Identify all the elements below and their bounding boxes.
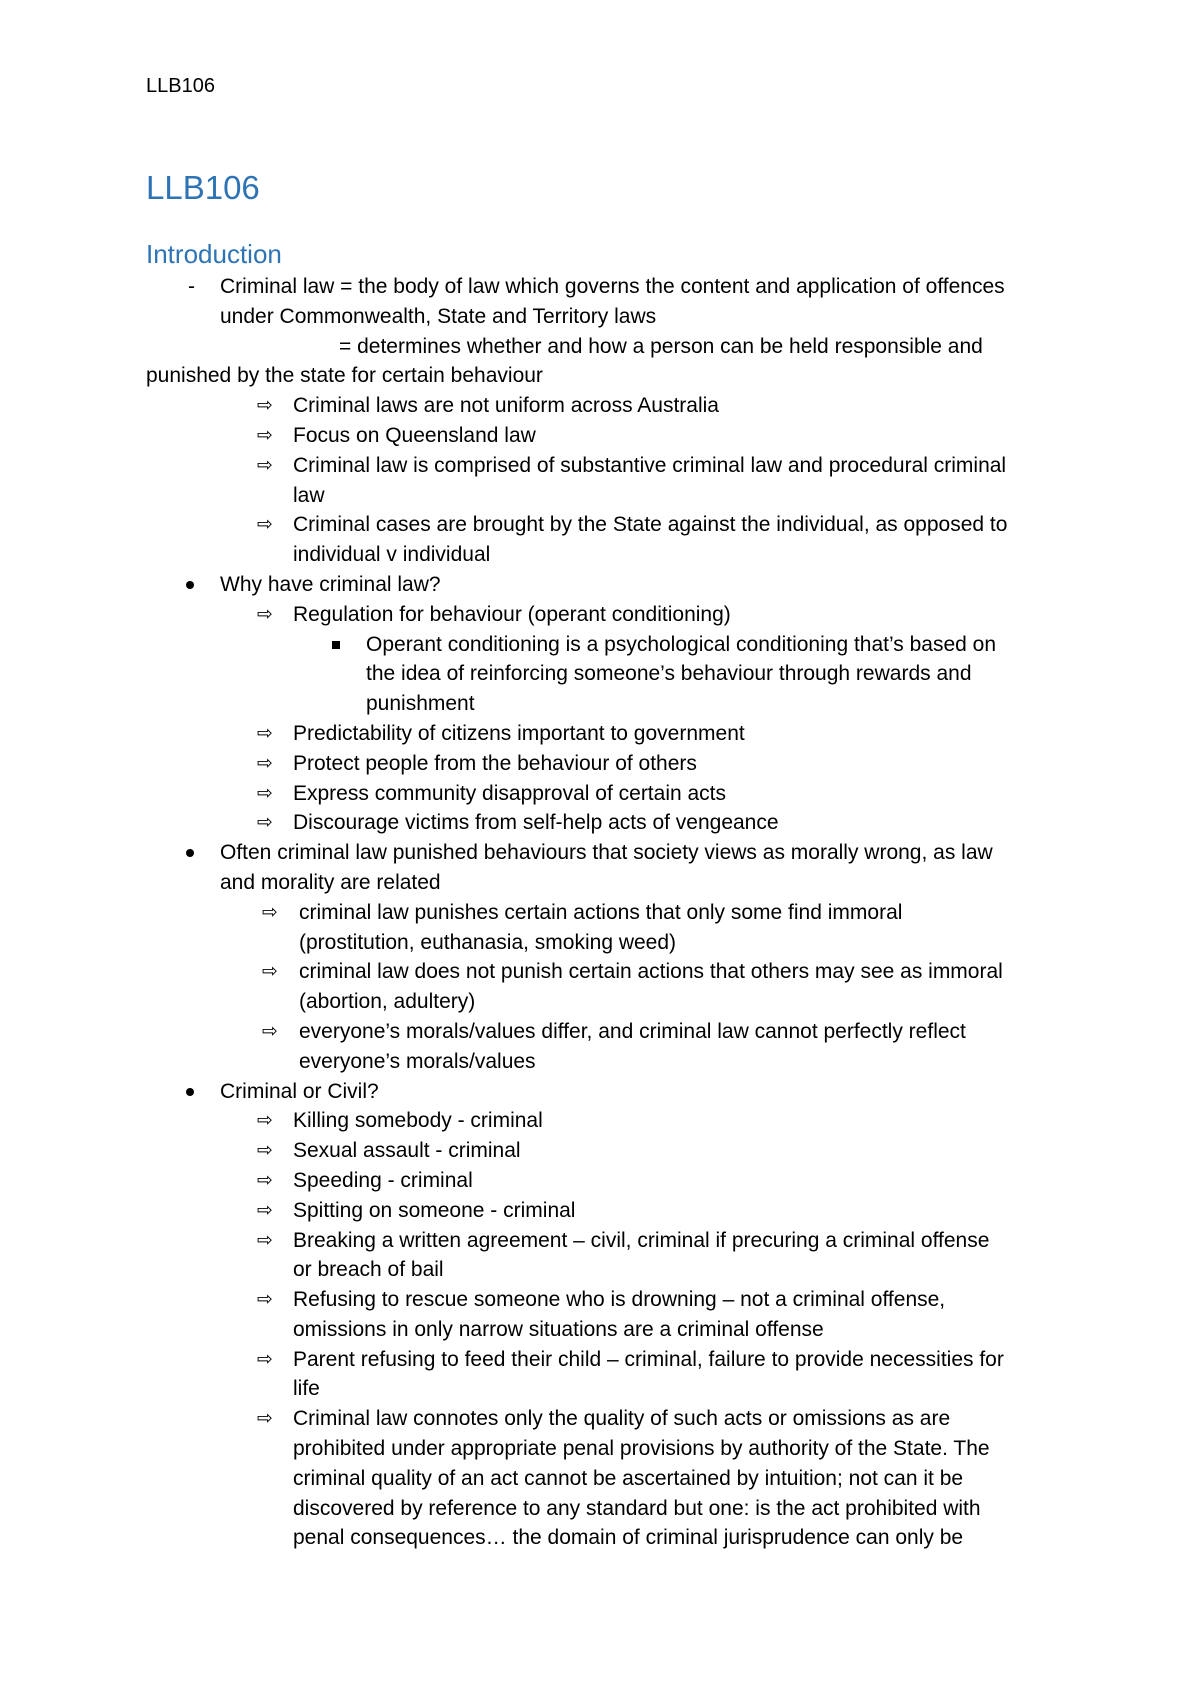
line-text: Criminal law = the body of law which governs the content and application of offences [220,275,1005,298]
document-title: LLB106 [146,169,260,206]
list-line [0,272,1200,302]
section-heading-introduction: Introduction [146,239,282,269]
arrow-bullet-icon: ⇨ [257,1289,273,1311]
line-text: (abortion, adultery) [299,990,476,1014]
line-text: the idea of reinforcing someone’s behaviour through rewards and [366,662,972,686]
arrow-bullet-icon: ⇨ [257,722,273,744]
list-line [0,1434,1200,1464]
arrow-bullet-icon: ⇨ [257,782,273,804]
arrow-bullet-icon: ⇨ [257,1229,273,1251]
list-line [0,1166,1200,1196]
line-text: Often criminal law punished behaviours that society views as morally wrong, as law [220,841,993,865]
arrow-bullet-icon: ⇨ [257,1199,273,1221]
arrow-bullet-icon: ⇨ [257,1169,273,1191]
line-text: Regulation for behaviour (operant conditioning) [293,602,731,626]
line-text: everyone’s morals/values [299,1049,536,1073]
list-line [0,1404,1200,1434]
line-text: Predictability of citizens important to government [293,721,745,745]
line-text: Discourage victims from self-help acts of vengeance [293,811,779,835]
line-text: Criminal cases are brought by the State against the individual, as opposed to [293,513,1008,537]
arrow-bullet-icon: ⇨ [257,812,273,834]
list-line [0,481,1200,511]
line-text: Refusing to rescue someone who is drowning – not a criminal offense, [293,1288,946,1312]
list-line [0,1136,1200,1166]
arrow-bullet-icon: ⇨ [257,752,273,774]
list-line [0,779,1200,809]
list-line [0,1315,1200,1345]
line-text: Criminal law connotes only the quality of such acts or omissions as are [293,1407,951,1431]
list-line [0,868,1200,898]
list-line [0,898,1200,928]
list-line [0,1047,1200,1077]
line-text: (prostitution, euthanasia, smoking weed) [299,930,677,954]
line-text: Protect people from the behaviour of others [293,751,697,775]
list-line [0,749,1200,779]
line-text: and morality are related [220,870,441,894]
list-line [0,1196,1200,1226]
line-text: Speeding - criminal [293,1168,473,1192]
line-text: Focus on Queensland law [293,423,536,447]
line-text: Breaking a written agreement – civil, criminal if precuring a criminal offense [293,1228,990,1252]
list-line [0,510,1200,540]
line-text: punishment [366,692,475,716]
arrow-bullet-icon: ⇨ [257,603,273,625]
round-bullet-icon [186,1088,194,1096]
list-line [0,1255,1200,1285]
list-line [0,540,1200,570]
line-text: individual v individual [293,543,491,567]
list-line [0,957,1200,987]
list-line [0,630,1200,660]
line-text: everyone’s morals/values differ, and criminal law cannot perfectly reflect [299,1019,966,1043]
line-text: Spitting on someone - criminal [293,1198,576,1222]
arrow-bullet-icon: ⇨ [262,961,278,983]
list-line [0,1077,1200,1107]
arrow-bullet-icon: ⇨ [257,395,273,417]
document-body [0,272,1200,1553]
line-text: Criminal laws are not uniform across Australia [293,394,719,418]
list-line [0,1017,1200,1047]
arrow-bullet-icon: ⇨ [257,514,273,536]
line-text: penal consequences… the domain of criminal jurisprudence can only be [293,1526,964,1550]
line-text: Sexual assault - criminal [293,1139,521,1163]
list-line [0,332,1200,362]
line-text: Operant conditioning is a psychological conditioning that’s based on [366,632,997,656]
arrow-bullet-icon: ⇨ [262,901,278,923]
square-bullet-icon [332,641,340,649]
line-text: punished by the state for certain behaviour [146,364,543,388]
line-text: Criminal or Civil? [220,1079,379,1103]
list-line [0,987,1200,1017]
list-line [0,1374,1200,1404]
line-text: = determines whether and how a person can be held responsible and [339,334,983,358]
round-bullet-icon [186,581,194,589]
list-line [0,361,1200,391]
line-text: criminal law punishes certain actions that only some find immoral [299,900,903,924]
arrow-bullet-icon: ⇨ [257,1348,273,1370]
arrow-bullet-icon: ⇨ [257,424,273,446]
list-line [0,928,1200,958]
arrow-bullet-icon: ⇨ [257,1110,273,1132]
line-text: Parent refusing to feed their child – criminal, failure to provide necessities for [293,1347,1004,1371]
list-line [0,600,1200,630]
arrow-bullet-icon: ⇨ [257,454,273,476]
list-line [0,1523,1200,1553]
line-text: under Commonwealth, State and Territory laws [220,304,657,328]
line-text: law [293,483,325,507]
list-line [0,1345,1200,1375]
list-line [0,391,1200,421]
arrow-bullet-icon: ⇨ [257,1408,273,1430]
list-line [0,689,1200,719]
line-text: or breach of bail [293,1258,444,1282]
arrow-bullet-icon: ⇨ [262,1020,278,1042]
arrow-bullet-icon: ⇨ [257,1140,273,1162]
list-line [0,1106,1200,1136]
line-text: Criminal law is comprised of substantive criminal law and procedural criminal [293,453,1007,477]
line-text: prohibited under appropriate penal provisions by authority of the State. The [293,1437,990,1461]
list-line [0,1494,1200,1524]
line-text: life [293,1377,320,1401]
list-line [0,719,1200,749]
line-text: Why have criminal law? [220,572,441,596]
dash-bullet: - [188,275,195,298]
list-line [0,302,1200,332]
list-line [0,1464,1200,1494]
list-line [0,1226,1200,1256]
page-header: LLB106 [146,75,215,97]
list-line [0,808,1200,838]
round-bullet-icon [186,849,194,857]
list-line [0,838,1200,868]
list-line [0,1285,1200,1315]
line-text: criminal law does not punish certain actions that others may see as immoral [299,960,1003,984]
line-text: Killing somebody - criminal [293,1109,543,1133]
list-line [0,659,1200,689]
line-text: discovered by reference to any standard but one: is the act prohibited with [293,1496,981,1520]
line-text: Express community disapproval of certain acts [293,781,727,805]
list-line [0,421,1200,451]
line-text: criminal quality of an act cannot be ascertained by intuition; not can it be [293,1466,964,1490]
list-line [0,451,1200,481]
list-line [0,570,1200,600]
line-text: omissions in only narrow situations are a criminal offense [293,1317,824,1341]
